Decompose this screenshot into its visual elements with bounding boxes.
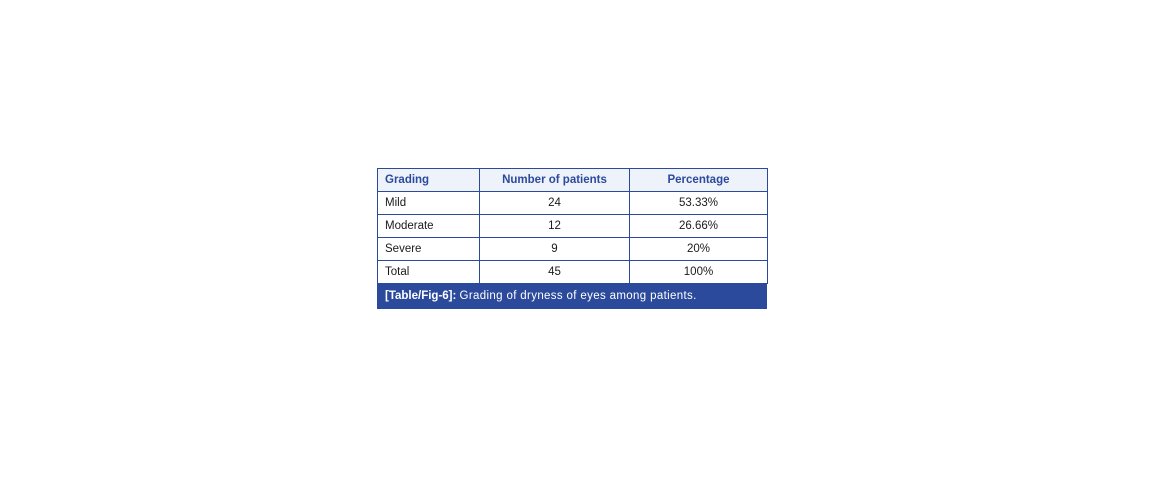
cell-percentage: 53.33% (630, 192, 768, 215)
cell-patients: 45 (480, 261, 630, 284)
caption-text: Grading of dryness of eyes among patients. (459, 290, 697, 302)
cell-percentage: 100% (630, 261, 768, 284)
cell-percentage: 26.66% (630, 215, 768, 238)
table-row (378, 192, 768, 215)
table-row (378, 215, 768, 238)
cell-grading: Total (378, 261, 480, 284)
cell-patients: 12 (480, 215, 630, 238)
table-row (378, 261, 768, 284)
caption-label: [Table/Fig-6]: (385, 290, 457, 302)
table-header (378, 169, 768, 192)
column-header-number-of-patients: Number of patients (480, 169, 630, 192)
table-figure (377, 168, 767, 309)
cell-grading: Severe (378, 238, 480, 261)
cell-patients: 9 (480, 238, 630, 261)
table-body (378, 192, 768, 284)
grading-table (377, 168, 768, 284)
cell-percentage: 20% (630, 238, 768, 261)
cell-grading: Moderate (378, 215, 480, 238)
table-row (378, 238, 768, 261)
cell-grading: Mild (378, 192, 480, 215)
column-header-grading: Grading (378, 169, 480, 192)
table-caption (377, 284, 767, 309)
cell-patients: 24 (480, 192, 630, 215)
column-header-percentage: Percentage (630, 169, 768, 192)
table-header-row (378, 169, 768, 192)
